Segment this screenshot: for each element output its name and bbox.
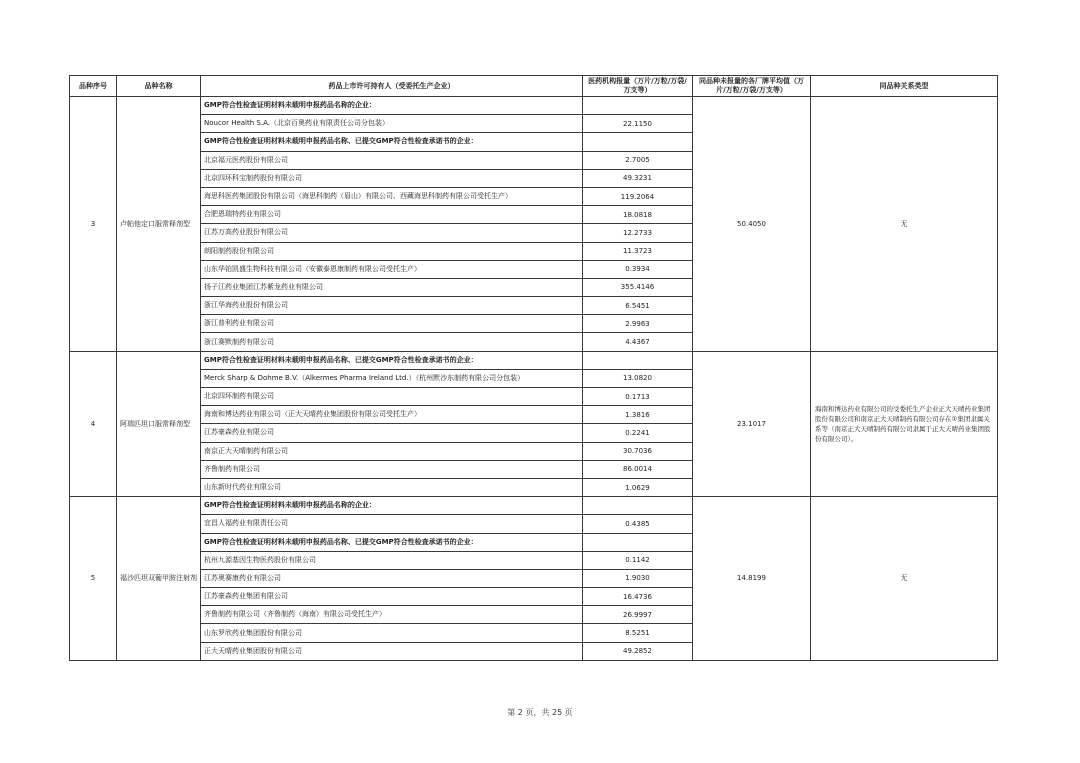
- relation-type-cell: 无: [811, 497, 998, 661]
- drug-name-cell: 福沙匹坦双葡甲胺注射剂: [117, 497, 201, 661]
- holder-cell: 齐鲁制药有限公司: [201, 460, 583, 478]
- holder-cell: 朗阳制药股份有限公司: [201, 242, 583, 260]
- volume-cell: 26.9997: [583, 606, 693, 624]
- volume-cell: 22.1150: [583, 115, 693, 133]
- seq-cell: 5: [70, 497, 117, 661]
- holder-cell: 江苏豪森药业集团有限公司: [201, 588, 583, 606]
- avg-volume-cell: 50.4050: [693, 97, 811, 352]
- header-relation: 同品种关系类型: [811, 76, 998, 97]
- seq-cell: 3: [70, 97, 117, 352]
- table-row: [70, 497, 998, 515]
- volume-cell: 1.9030: [583, 569, 693, 587]
- holder-cell: 江苏万高药业股份有限公司: [201, 224, 583, 242]
- holder-cell: 北京四环科宝制药股份有限公司: [201, 169, 583, 187]
- holder-cell: 山东新时代药业有限公司: [201, 478, 583, 496]
- table-header-row: [70, 76, 998, 97]
- holder-cell: 浙江赛默制药有限公司: [201, 333, 583, 351]
- drug-name-cell: 阿瑞匹坦口服常释剂型: [117, 351, 201, 497]
- holder-cell: 正大天晴药业集团股份有限公司: [201, 642, 583, 660]
- volume-cell: [583, 133, 693, 151]
- holder-cell: 齐鲁制药有限公司（齐鲁制药（海南）有限公司受托生产）: [201, 606, 583, 624]
- seq-cell: 4: [70, 351, 117, 497]
- header-name: 品种名称: [117, 76, 201, 97]
- avg-volume-cell: 23.1017: [693, 351, 811, 497]
- volume-cell: 12.2733: [583, 224, 693, 242]
- volume-cell: 0.4385: [583, 515, 693, 533]
- section-label-cell: GMP符合性检查证明材料未载明申报药品名称、已提交GMP符合性检查承诺书的企业：: [201, 533, 583, 551]
- holder-cell: 山东华铂凯盛生物科技有限公司（安徽泰恩康制药有限公司受托生产）: [201, 260, 583, 278]
- volume-cell: 0.3934: [583, 260, 693, 278]
- table-row: [70, 97, 998, 115]
- header-seq: 品种序号: [70, 76, 117, 97]
- volume-cell: 49.2852: [583, 642, 693, 660]
- holder-cell: 海南和博达药业有限公司（正大天晴药业集团股份有限公司受托生产）: [201, 406, 583, 424]
- drug-procurement-table: [69, 75, 998, 661]
- holder-cell: Noucor Health S.A.（北京百奥药业有限责任公司分包装）: [201, 115, 583, 133]
- relation-type-cell: 无: [811, 97, 998, 352]
- volume-cell: 16.4736: [583, 588, 693, 606]
- volume-cell: 0.1142: [583, 551, 693, 569]
- volume-cell: 0.2241: [583, 424, 693, 442]
- header-volume: 医药机构报量（万片/万粒/万袋/万支等）: [583, 76, 693, 97]
- holder-cell: 宜昌人福药业有限责任公司: [201, 515, 583, 533]
- holder-cell: 南京正大天晴制药有限公司: [201, 442, 583, 460]
- volume-cell: 13.0820: [583, 369, 693, 387]
- volume-cell: [583, 497, 693, 515]
- volume-cell: 18.0818: [583, 206, 693, 224]
- holder-cell: 江苏奥赛康药业有限公司: [201, 569, 583, 587]
- volume-cell: 0.1713: [583, 388, 693, 406]
- volume-cell: 1.0629: [583, 478, 693, 496]
- section-label-cell: GMP符合性检查证明材料未载明申报药品名称、已提交GMP符合性检查承诺书的企业：: [201, 133, 583, 151]
- volume-cell: [583, 97, 693, 115]
- table-row: [70, 351, 998, 369]
- relation-type-cell: 海南和博达药业有限公司的受委托生产企业正大天晴药业集团股份有限公司和南京正大天晴制药有限公司存在①集团隶属关系等（南京正大天晴制药有限公司隶属于正大天晴药业集团股份有限公司）。: [811, 351, 998, 497]
- volume-cell: 355.4146: [583, 278, 693, 296]
- volume-cell: 2.7005: [583, 151, 693, 169]
- header-avg: 同品种未报量的各厂牌平均值（万片/万粒/万袋/万支等）: [693, 76, 811, 97]
- volume-cell: 86.0014: [583, 460, 693, 478]
- volume-cell: 30.7036: [583, 442, 693, 460]
- volume-cell: 8.5251: [583, 624, 693, 642]
- avg-volume-cell: 14.8199: [693, 497, 811, 661]
- volume-cell: 49.3231: [583, 169, 693, 187]
- volume-cell: 119.2064: [583, 187, 693, 205]
- holder-cell: 浙江普利药业有限公司: [201, 315, 583, 333]
- holder-cell: 山东罗欣药业集团股份有限公司: [201, 624, 583, 642]
- section-label-cell: GMP符合性检查证明材料未载明申报药品名称的企业：: [201, 97, 583, 115]
- volume-cell: 11.3723: [583, 242, 693, 260]
- section-label-cell: GMP符合性检查证明材料未载明申报药品名称、已提交GMP符合性检查承诺书的企业：: [201, 351, 583, 369]
- section-label-cell: GMP符合性检查证明材料未载明申报药品名称的企业：: [201, 497, 583, 515]
- volume-cell: 4.4367: [583, 333, 693, 351]
- drug-name-cell: 卢帕他定口服常释剂型: [117, 97, 201, 352]
- holder-cell: 江苏豪森药业有限公司: [201, 424, 583, 442]
- page-footer: 第 2 页，共 25 页: [507, 708, 573, 717]
- volume-cell: [583, 351, 693, 369]
- holder-cell: 杭州九源基因生物医药股份有限公司: [201, 551, 583, 569]
- table-body: [70, 97, 998, 661]
- holder-cell: 北京四环制药有限公司: [201, 388, 583, 406]
- volume-cell: [583, 533, 693, 551]
- holder-cell: 浙江华海药业股份有限公司: [201, 297, 583, 315]
- volume-cell: 1.3816: [583, 406, 693, 424]
- volume-cell: 6.5451: [583, 297, 693, 315]
- volume-cell: 2.9963: [583, 315, 693, 333]
- holder-cell: 合肥恩瑞特药业有限公司: [201, 206, 583, 224]
- holder-cell: 海思科医药集团股份有限公司（海思科制药（眉山）有限公司、西藏海思科制药有限公司受托生产）: [201, 187, 583, 205]
- header-holder: 药品上市许可持有人（受委托生产企业）: [201, 76, 583, 97]
- holder-cell: Merck Sharp & Dohme B.V.（Alkermes Pharma Ireland Ltd.）（杭州默沙东制药有限公司分包装）: [201, 369, 583, 387]
- holder-cell: 北京福元医药股份有限公司: [201, 151, 583, 169]
- holder-cell: 扬子江药业集团江苏紫龙药业有限公司: [201, 278, 583, 296]
